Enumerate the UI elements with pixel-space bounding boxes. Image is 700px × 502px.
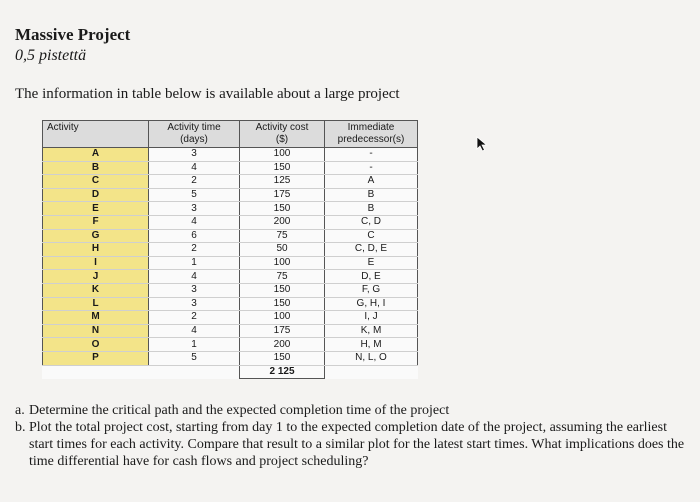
cell-cost: 75 — [240, 229, 325, 243]
cell-activity: I — [43, 256, 149, 270]
cell-cost: 100 — [240, 256, 325, 270]
table-row — [43, 351, 418, 365]
cell-cost: 100 — [240, 311, 325, 325]
cell-time: 5 — [149, 351, 240, 365]
header-activity-cost-line-2: ($) — [275, 134, 289, 145]
cell-time: 3 — [149, 283, 240, 297]
cell-activity: M — [43, 311, 149, 325]
cell-predecessors: - — [325, 148, 418, 162]
table-row — [43, 215, 418, 229]
cell-activity: C — [43, 175, 149, 189]
cell-cost: 175 — [240, 188, 325, 202]
mouse-pointer-icon — [476, 136, 490, 152]
cell-cost: 100 — [240, 148, 325, 162]
table-row — [43, 270, 418, 284]
cell-cost: 125 — [240, 175, 325, 189]
cell-time: 3 — [149, 202, 240, 216]
cell-cost: 175 — [240, 324, 325, 338]
question-text: Plot the total project cost, starting from day 1 to the expected completion date of the project, assuming the earliest start times for each activity. Compare that result to a similar plot for the latest start times. What implications does the time differential have for cash flows and project scheduling? — [29, 420, 685, 469]
header-predecessors-line-1: Immediate — [347, 122, 395, 133]
cell-time: 6 — [149, 229, 240, 243]
table-row — [43, 243, 418, 257]
cell-predecessors: C — [325, 229, 418, 243]
questions-list — [15, 402, 693, 470]
cell-activity: H — [43, 243, 149, 257]
table-row — [43, 202, 418, 216]
question-a — [15, 402, 693, 419]
header-activity — [43, 121, 149, 148]
cell-time: 2 — [149, 243, 240, 257]
cell-predecessors: H, M — [325, 338, 418, 352]
cell-cost: 200 — [240, 338, 325, 352]
header-activity-time — [149, 121, 240, 148]
cell-predecessors: D, E — [325, 270, 418, 284]
cell-activity: L — [43, 297, 149, 311]
cell-time: 4 — [149, 324, 240, 338]
cell-time: 1 — [149, 256, 240, 270]
cell-cost: 150 — [240, 161, 325, 175]
total-cost-cell: 2 125 — [240, 365, 325, 379]
points-subtitle: 0,5 pistettä — [15, 47, 87, 64]
cell-predecessors: - — [325, 161, 418, 175]
total-row-spacer — [325, 365, 418, 379]
cell-time: 4 — [149, 161, 240, 175]
cell-predecessors: C, D, E — [325, 243, 418, 257]
table-row — [43, 148, 418, 162]
cell-time: 1 — [149, 338, 240, 352]
cell-activity: A — [43, 148, 149, 162]
cell-cost: 200 — [240, 215, 325, 229]
table-row — [43, 161, 418, 175]
header-activity-cost — [240, 121, 325, 148]
header-predecessors-line-2: predecessor(s) — [337, 134, 405, 145]
total-row-spacer — [43, 365, 240, 379]
cell-activity: B — [43, 161, 149, 175]
cell-time: 2 — [149, 311, 240, 325]
question-b — [15, 419, 693, 470]
cell-predecessors: F, G — [325, 283, 418, 297]
cell-activity: P — [43, 351, 149, 365]
cell-time: 3 — [149, 148, 240, 162]
cell-predecessors: C, D — [325, 215, 418, 229]
cell-activity: D — [43, 188, 149, 202]
table-row — [43, 188, 418, 202]
cell-predecessors: G, H, I — [325, 297, 418, 311]
cell-activity: N — [43, 324, 149, 338]
table-row — [43, 297, 418, 311]
cell-predecessors: B — [325, 188, 418, 202]
cell-predecessors: B — [325, 202, 418, 216]
cell-predecessors: A — [325, 175, 418, 189]
header-activity-time-line-1: Activity time — [167, 122, 221, 133]
cell-cost: 150 — [240, 297, 325, 311]
cell-activity: G — [43, 229, 149, 243]
cell-activity: J — [43, 270, 149, 284]
cell-predecessors: K, M — [325, 324, 418, 338]
table-body — [43, 148, 418, 379]
cell-predecessors: E — [325, 256, 418, 270]
cell-time: 5 — [149, 188, 240, 202]
cell-activity: E — [43, 202, 149, 216]
table-row — [43, 324, 418, 338]
table-row — [43, 338, 418, 352]
cell-activity: F — [43, 215, 149, 229]
activity-table — [42, 120, 418, 379]
cell-cost: 150 — [240, 283, 325, 297]
cell-cost: 150 — [240, 202, 325, 216]
header-activity-cost-line-1: Activity cost — [255, 122, 309, 133]
table-row — [43, 229, 418, 243]
cell-cost: 50 — [240, 243, 325, 257]
question-label: a. — [15, 403, 25, 418]
header-activity-time-line-2: (days) — [180, 134, 208, 145]
table-row — [43, 175, 418, 189]
cell-cost: 75 — [240, 270, 325, 284]
table-row — [43, 311, 418, 325]
activity-table-container — [42, 120, 418, 379]
cell-time: 4 — [149, 270, 240, 284]
intro-text: The information in table below is available about a large project — [15, 86, 400, 102]
total-row — [43, 365, 418, 379]
table-row — [43, 256, 418, 270]
cell-predecessors: N, L, O — [325, 351, 418, 365]
document-title: Massive Project — [15, 25, 131, 44]
table-header-row — [43, 121, 418, 148]
cell-time: 2 — [149, 175, 240, 189]
question-label: b. — [15, 420, 26, 435]
table-row — [43, 283, 418, 297]
cell-activity: K — [43, 283, 149, 297]
cell-time: 3 — [149, 297, 240, 311]
cell-cost: 150 — [240, 351, 325, 365]
cell-predecessors: I, J — [325, 311, 418, 325]
header-predecessors — [325, 121, 418, 148]
header-activity-line-1: Activity — [47, 122, 79, 133]
cell-activity: O — [43, 338, 149, 352]
cell-time: 4 — [149, 215, 240, 229]
question-text: Determine the critical path and the expected completion time of the project — [29, 403, 450, 418]
